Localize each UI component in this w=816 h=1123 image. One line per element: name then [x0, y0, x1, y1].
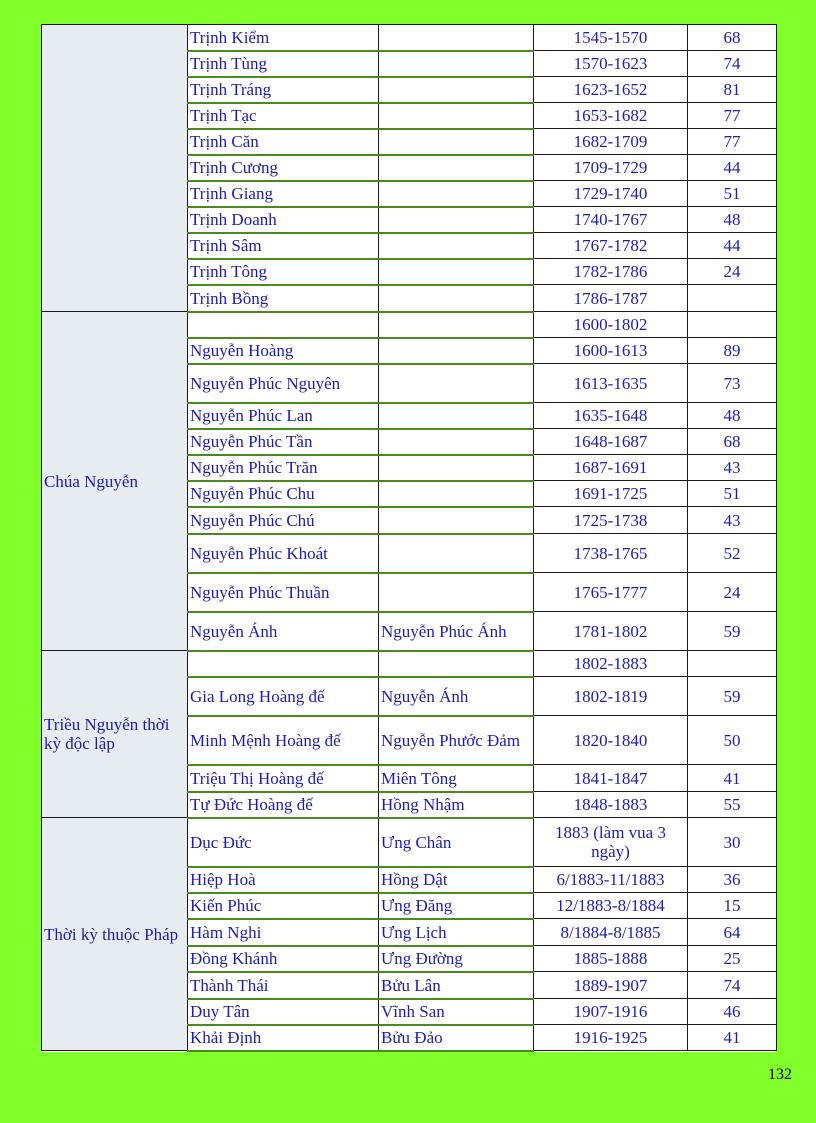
ruler-name-cell: Nguyễn Phúc Khoát [188, 534, 379, 573]
reign-years-cell: 1781-1802 [534, 612, 688, 651]
ruler-name-cell: Nguyễn Phúc Tần [188, 429, 379, 455]
ruler-name-cell: Trịnh Bồng [188, 285, 379, 312]
personal-name-cell: Bửu Đảo [379, 1025, 534, 1051]
reign-years-cell: 1738-1765 [534, 534, 688, 573]
ruler-name-cell: Trịnh Giang [188, 181, 379, 207]
lifespan-cell: 51 [688, 181, 777, 207]
lifespan-cell: 48 [688, 207, 777, 233]
personal-name-cell [379, 259, 534, 285]
period-cell: Chúa Nguyễn [42, 312, 188, 651]
reign-years-cell: 1709-1729 [534, 155, 688, 181]
page-sheet [41, 24, 776, 1052]
lifespan-cell [688, 312, 777, 338]
reign-years-cell: 1653-1682 [534, 103, 688, 129]
personal-name-cell [379, 51, 534, 77]
ruler-name-cell: Trịnh Tạc [188, 103, 379, 129]
lifespan-cell: 43 [688, 507, 777, 534]
reign-years-cell: 1682-1709 [534, 129, 688, 155]
ruler-name-cell: Duy Tân [188, 999, 379, 1025]
ruler-name-cell: Đồng Khánh [188, 946, 379, 972]
lifespan-cell: 51 [688, 481, 777, 507]
ruler-name-cell [188, 651, 379, 677]
lifespan-cell: 89 [688, 338, 777, 364]
reign-years-cell: 1802-1819 [534, 677, 688, 716]
lifespan-cell: 48 [688, 403, 777, 429]
reign-years-cell: 1725-1738 [534, 507, 688, 534]
ruler-name-cell: Trịnh Tráng [188, 77, 379, 103]
reign-years-cell: 1740-1767 [534, 207, 688, 233]
ruler-name-cell: Nguyễn Phúc Chu [188, 481, 379, 507]
personal-name-cell [379, 155, 534, 181]
ruler-name-cell: Nguyễn Phúc Chú [188, 507, 379, 534]
reign-years-cell: 1802-1883 [534, 651, 688, 677]
ruler-name-cell: Tự Đức Hoàng đế [188, 792, 379, 818]
reign-years-cell: 8/1884-8/1885 [534, 919, 688, 946]
lifespan-cell: 15 [688, 893, 777, 919]
lifespan-cell: 74 [688, 972, 777, 999]
reign-years-cell: 1648-1687 [534, 429, 688, 455]
personal-name-cell [379, 429, 534, 455]
reign-years-cell: 1635-1648 [534, 403, 688, 429]
reign-years-cell: 1765-1777 [534, 573, 688, 612]
lifespan-cell: 43 [688, 455, 777, 481]
personal-name-cell [379, 455, 534, 481]
ruler-name-cell: Trịnh Kiểm [188, 25, 379, 51]
reign-years-cell: 1841-1847 [534, 765, 688, 792]
personal-name-cell [379, 403, 534, 429]
reign-years-cell: 6/1883-11/1883 [534, 867, 688, 893]
ruler-name-cell: Nguyễn Phúc Nguyên [188, 364, 379, 403]
lifespan-cell: 77 [688, 129, 777, 155]
ruler-name-cell: Hiệp Hoà [188, 867, 379, 893]
period-cell [42, 25, 188, 312]
personal-name-cell [379, 573, 534, 612]
period-cell: Thời kỳ thuộc Pháp [42, 818, 188, 1051]
lifespan-cell: 81 [688, 77, 777, 103]
personal-name-cell [379, 507, 534, 534]
reign-years-cell: 1545-1570 [534, 25, 688, 51]
ruler-name-cell: Kiến Phúc [188, 893, 379, 919]
lifespan-cell: 59 [688, 612, 777, 651]
personal-name-cell: Ưng Lịch [379, 919, 534, 946]
personal-name-cell [379, 285, 534, 312]
ruler-name-cell: Trịnh Căn [188, 129, 379, 155]
page-number: 132 [768, 1066, 792, 1083]
personal-name-cell [379, 207, 534, 233]
ruler-name-cell: Triệu Thị Hoàng đế [188, 765, 379, 792]
personal-name-cell: Nguyễn Ánh [379, 677, 534, 716]
personal-name-cell: Ưng Đăng [379, 893, 534, 919]
ruler-name-cell: Minh Mệnh Hoàng đế [188, 716, 379, 765]
ruler-name-cell: Trịnh Doanh [188, 207, 379, 233]
lifespan-cell: 68 [688, 429, 777, 455]
personal-name-cell: Vĩnh San [379, 999, 534, 1025]
lifespan-cell [688, 651, 777, 677]
reign-years-cell: 1613-1635 [534, 364, 688, 403]
lifespan-cell: 24 [688, 573, 777, 612]
ruler-name-cell: Nguyễn Phúc Trăn [188, 455, 379, 481]
personal-name-cell: Ưng Đường [379, 946, 534, 972]
personal-name-cell: Bửu Lân [379, 972, 534, 999]
reign-years-cell: 1889-1907 [534, 972, 688, 999]
reign-years-cell: 1600-1802 [534, 312, 688, 338]
table-row [42, 25, 777, 51]
ruler-name-cell: Trịnh Tùng [188, 51, 379, 77]
ruler-name-cell: Khải Định [188, 1025, 379, 1051]
lifespan-cell: 25 [688, 946, 777, 972]
lifespan-cell: 52 [688, 534, 777, 573]
reign-years-cell: 12/1883-8/1884 [534, 893, 688, 919]
ruler-name-cell: Hàm Nghi [188, 919, 379, 946]
personal-name-cell: Hồng Nhậm [379, 792, 534, 818]
ruler-name-cell: Nguyễn Phúc Thuần [188, 573, 379, 612]
lifespan-cell: 44 [688, 233, 777, 259]
reign-years-cell: 1623-1652 [534, 77, 688, 103]
reign-years-cell: 1916-1925 [534, 1025, 688, 1051]
ruler-name-cell: Thành Thái [188, 972, 379, 999]
lifespan-cell: 36 [688, 867, 777, 893]
ruler-name-cell: Trịnh Tông [188, 259, 379, 285]
ruler-name-cell: Trịnh Cương [188, 155, 379, 181]
reign-years-cell: 1767-1782 [534, 233, 688, 259]
personal-name-cell [379, 534, 534, 573]
lifespan-cell: 68 [688, 25, 777, 51]
lifespan-cell: 73 [688, 364, 777, 403]
lifespan-cell: 74 [688, 51, 777, 77]
ruler-name-cell: Dục Đức [188, 818, 379, 867]
ruler-name-cell: Trịnh Sâm [188, 233, 379, 259]
lifespan-cell: 24 [688, 259, 777, 285]
personal-name-cell [379, 25, 534, 51]
personal-name-cell [379, 181, 534, 207]
personal-name-cell [379, 129, 534, 155]
personal-name-cell: Miên Tông [379, 765, 534, 792]
personal-name-cell [379, 364, 534, 403]
lifespan-cell [688, 285, 777, 312]
lifespan-cell: 41 [688, 765, 777, 792]
lifespan-cell: 55 [688, 792, 777, 818]
personal-name-cell: Hồng Dật [379, 867, 534, 893]
period-cell: Triều Nguyễn thời kỳ độc lập [42, 651, 188, 818]
rulers-table [41, 24, 777, 1052]
reign-years-cell: 1786-1787 [534, 285, 688, 312]
lifespan-cell: 44 [688, 155, 777, 181]
reign-years-cell: 1691-1725 [534, 481, 688, 507]
table-row [42, 651, 777, 677]
lifespan-cell: 30 [688, 818, 777, 867]
reign-years-cell: 1570-1623 [534, 51, 688, 77]
table-row [42, 818, 777, 867]
lifespan-cell: 77 [688, 103, 777, 129]
ruler-name-cell [188, 312, 379, 338]
reign-years-cell: 1907-1916 [534, 999, 688, 1025]
ruler-name-cell: Gia Long Hoàng đế [188, 677, 379, 716]
lifespan-cell: 46 [688, 999, 777, 1025]
personal-name-cell: Nguyễn Phúc Ánh [379, 612, 534, 651]
lifespan-cell: 59 [688, 677, 777, 716]
lifespan-cell: 50 [688, 716, 777, 765]
lifespan-cell: 41 [688, 1025, 777, 1051]
lifespan-cell: 64 [688, 919, 777, 946]
reign-years-cell: 1600-1613 [534, 338, 688, 364]
personal-name-cell: Ưng Chân [379, 818, 534, 867]
personal-name-cell [379, 233, 534, 259]
personal-name-cell: Nguyễn Phước Đảm [379, 716, 534, 765]
reign-years-cell: 1687-1691 [534, 455, 688, 481]
reign-years-cell: 1848-1883 [534, 792, 688, 818]
reign-years-cell: 1729-1740 [534, 181, 688, 207]
ruler-name-cell: Nguyễn Hoàng [188, 338, 379, 364]
reign-years-cell: 1782-1786 [534, 259, 688, 285]
personal-name-cell [379, 651, 534, 677]
reign-years-cell: 1885-1888 [534, 946, 688, 972]
personal-name-cell [379, 312, 534, 338]
ruler-name-cell: Nguyễn Ánh [188, 612, 379, 651]
ruler-name-cell: Nguyễn Phúc Lan [188, 403, 379, 429]
personal-name-cell [379, 77, 534, 103]
reign-years-cell: 1883 (làm vua 3 ngày) [534, 818, 688, 867]
reign-years-cell: 1820-1840 [534, 716, 688, 765]
table-row [42, 312, 777, 338]
personal-name-cell [379, 103, 534, 129]
personal-name-cell [379, 338, 534, 364]
personal-name-cell [379, 481, 534, 507]
